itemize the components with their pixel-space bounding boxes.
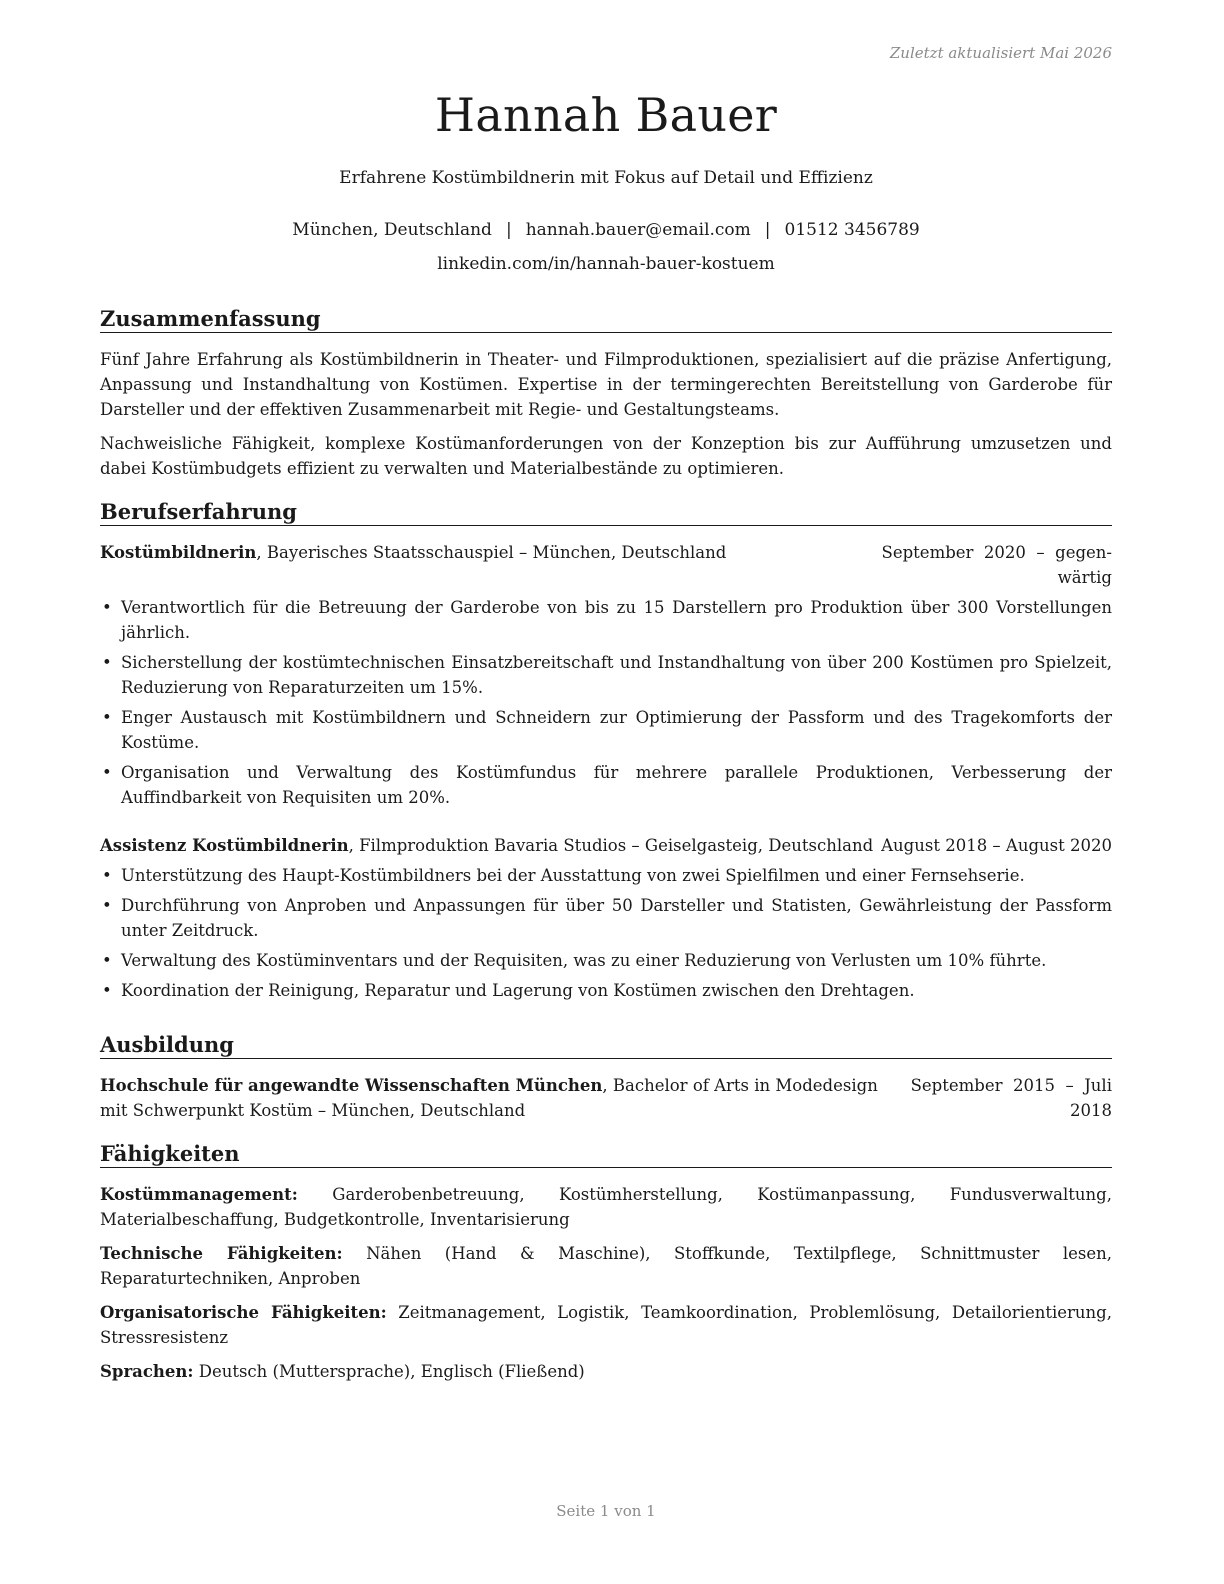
skill-entry	[100, 1300, 1112, 1350]
job-role: Kostümbildnerin	[100, 543, 257, 562]
resume-page	[100, 0, 1112, 1584]
summary-paragraph: Nachweisliche Fähigkeit, komplexe Kostümanforderungen von der Konzeption bis zur Aufführung umzusetzen und dabei Kostümbudgets effizient zu verwalten und Materialbestände zu optimieren.	[100, 434, 1112, 478]
list-item: • Unterstützung des Haupt-Kostümbildners bei der Ausstattung von zwei Spielfilmen und einer Fernsehserie.	[102, 866, 1025, 885]
job-employer: , Bayerisches Staatsschauspiel – München, Deutschland	[256, 543, 727, 562]
list-item: • Koordination der Reinigung, Reparatur und Lagerung von Kostümen zwischen den Drehtagen.	[102, 981, 915, 1000]
education-details	[100, 1073, 878, 1123]
degree-detail: mit Schwerpunkt Kostüm – München, Deutschland	[100, 1101, 526, 1120]
job-title	[100, 833, 873, 858]
email-link[interactable]: hannah.bauer@email.com	[525, 220, 751, 240]
job-title	[100, 540, 726, 565]
skill-entry	[100, 1182, 1112, 1232]
job-date-line: September 2020 – gegen-	[881, 543, 1112, 562]
bullet-text: Enger Austausch mit Kostümbildnern und Schneidern zur Optimierung der Passform und des Tragekomforts der Kostüme.	[121, 708, 1112, 752]
skill-label: Sprachen:	[100, 1362, 194, 1381]
skill-text: Zeitmanagement, Logistik, Teamkoordination, Problemlösung, Detailorientierung, Stressresistenz	[100, 1303, 1112, 1347]
list-item: • Organisation und Verwaltung des Kostümfundus für mehrere parallele Produktionen, Verbesserung der Auffindbarkeit von Requisiten um 20%.	[102, 763, 1112, 807]
skill-text: Nähen (Hand & Maschine), Stoffkunde, Textilpflege, Schnittmuster lesen, Reparaturtechniken, Anproben	[100, 1244, 1113, 1288]
separator: |	[505, 220, 512, 240]
education-date	[911, 1073, 1112, 1123]
linkedin-link[interactable]: linkedin.com/in/hannah-bauer-kostuem	[437, 254, 775, 274]
list-item: • Verantwortlich für die Betreuung der Garderobe von bis zu 15 Darstellern pro Produktion über 300 Vorstellungen jährlich.	[102, 598, 1112, 642]
job-bullets	[100, 863, 1112, 1008]
section-title-summary: Zusammenfassung	[100, 306, 1112, 333]
degree: , Bachelor of Arts in Modedesign	[602, 1076, 878, 1095]
separator: |	[764, 220, 771, 240]
tagline: Erfahrene Kostümbildnerin mit Fokus auf Detail und Effizienz	[339, 168, 873, 188]
skill-text: Garderobenbetreuung, Kostümherstellung, Kostümanpassung, Fundusverwaltung, Materialbeschaffung, Budgetkontrolle, Inventarisierung	[100, 1185, 1112, 1229]
skill-label: Organisatorische Fähigkeiten:	[100, 1303, 387, 1322]
summary-paragraph: Fünf Jahre Erfahrung als Kostümbildnerin in Theater- und Filmproduktionen, spezialisiert auf die präzise Anfertigung, Anpassung und Instandhaltung von Kostümen. Expertise in der termingerechten Bereitstellung von Garderobe für Darsteller und der effektiven Zusammenarbeit mit Regie- und Gestaltungsteams.	[100, 350, 1112, 419]
bullet-text: Koordination der Reinigung, Reparatur und Lagerung von Kostümen zwischen den Drehtagen.	[121, 981, 915, 1000]
list-item: • Sicherstellung der kostümtechnischen Einsatzbereitschaft und Instandhaltung von über 200 Kostümen pro Spielzeit, Reduzierung von Reparaturzeiten um 15%.	[102, 653, 1112, 697]
section-title-skills: Fähigkeiten	[100, 1141, 1112, 1168]
job-role: Assistenz Kostümbildnerin	[100, 836, 349, 855]
skill-label: Technische Fähigkeiten:	[100, 1244, 343, 1263]
skill-entry	[100, 1359, 1112, 1384]
list-item: • Durchführung von Anproben und Anpassungen für über 50 Darsteller und Statisten, Gewährleistung der Passform unter Zeitdruck.	[102, 896, 1112, 940]
phone: 01512 3456789	[784, 220, 920, 240]
education-line	[100, 1073, 878, 1098]
education-date-line: September 2015 – Juli	[910, 1076, 1112, 1095]
job-employer: , Filmproduktion Bavaria Studios – Geiselgasteig, Deutschland	[348, 836, 874, 855]
candidate-name: Hannah Bauer	[434, 88, 778, 142]
job-date	[882, 540, 1112, 590]
bullet-text: Verwaltung des Kostüminventars und der Requisiten, was zu einer Reduzierung von Verlusten um 10% führte.	[121, 951, 1047, 970]
last-updated: Zuletzt aktualisiert Mai 2026	[889, 44, 1112, 62]
job-date: August 2018 – August 2020	[881, 836, 1112, 855]
job-bullets	[100, 595, 1112, 815]
location: München, Deutschland	[292, 220, 492, 240]
bullet-text: Sicherstellung der kostümtechnischen Einsatzbereitschaft und Instandhaltung von über 200 Kostümen pro Spielzeit, Reduzierung von Reparaturzeiten um 15%.	[121, 653, 1112, 697]
school-name: Hochschule für angewandte Wissenschaften München	[100, 1076, 603, 1095]
job-date-line: wärtig	[1057, 568, 1112, 587]
list-item: • Enger Austausch mit Kostümbildnern und Schneidern zur Optimierung der Passform und des Tragekomforts der Kostüme.	[102, 708, 1112, 752]
skill-label: Kostümmanagement:	[100, 1185, 298, 1204]
bullet-text: Unterstützung des Haupt-Kostümbildners bei der Ausstattung von zwei Spielfilmen und einer Fernsehserie.	[121, 866, 1025, 885]
section-title-education: Ausbildung	[100, 1032, 1112, 1059]
list-item: • Verwaltung des Kostüminventars und der Requisiten, was zu einer Reduzierung von Verlusten um 10% führte.	[102, 951, 1047, 970]
skill-entry	[100, 1241, 1112, 1291]
page-number: Seite 1 von 1	[556, 1502, 656, 1520]
skill-text: Deutsch (Muttersprache), Englisch (Fließend)	[193, 1362, 585, 1381]
section-title-experience: Berufserfahrung	[100, 499, 1112, 526]
bullet-text: Durchführung von Anproben und Anpassungen für über 50 Darsteller und Statisten, Gewährleistung der Passform unter Zeitdruck.	[121, 896, 1112, 940]
contact-line	[100, 220, 1112, 240]
bullet-text: Organisation und Verwaltung des Kostümfundus für mehrere parallele Produktionen, Verbesserung der Auffindbarkeit von Requisiten um 20%.	[121, 763, 1112, 807]
education-date-line: 2018	[1070, 1101, 1112, 1120]
bullet-text: Verantwortlich für die Betreuung der Garderobe von bis zu 15 Darstellern pro Produktion über 300 Vorstellungen jährlich.	[121, 598, 1112, 642]
